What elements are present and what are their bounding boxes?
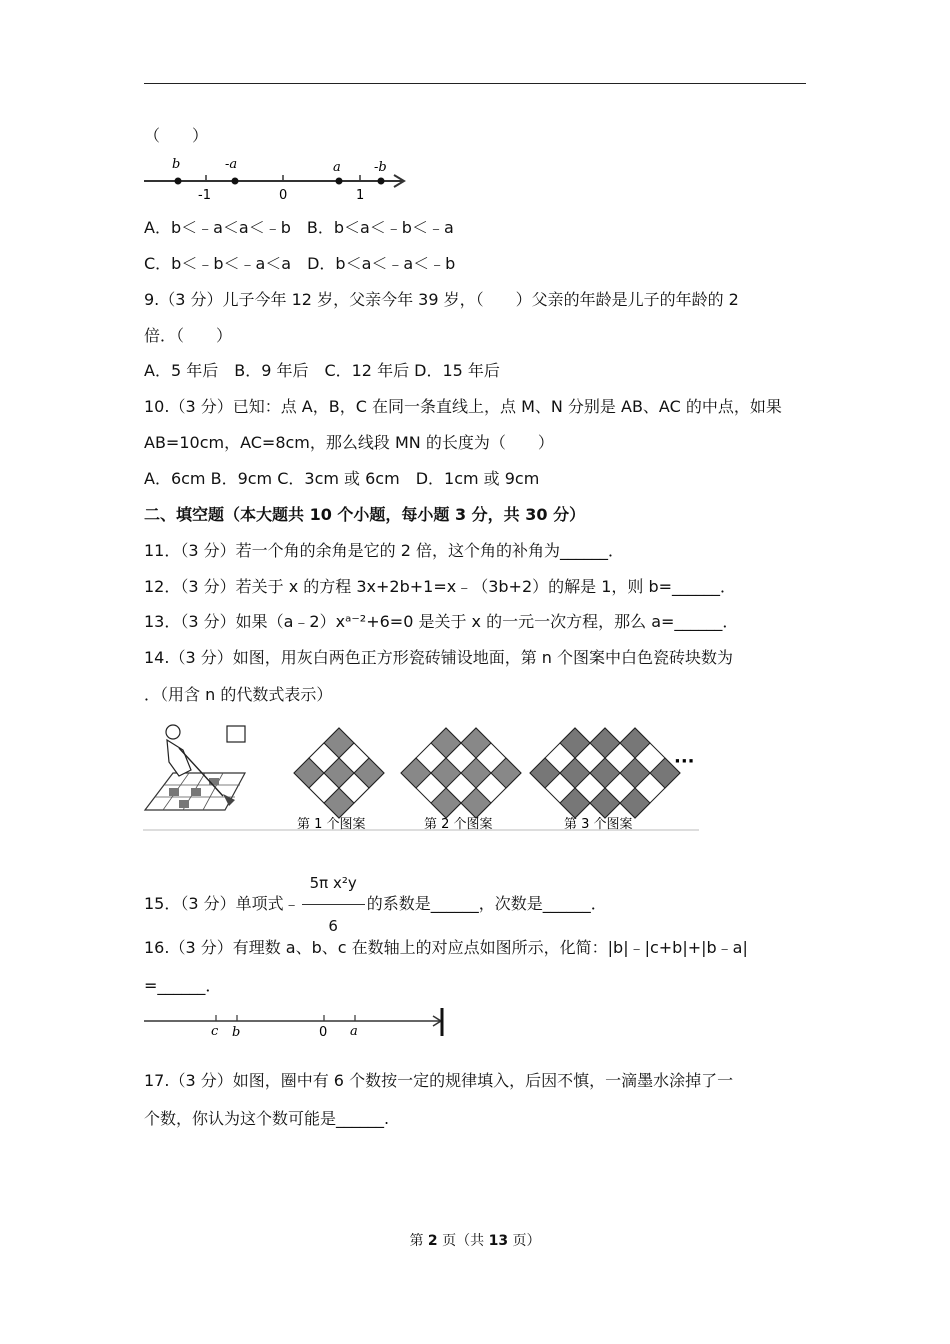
q16-stem-2: =______． [144,976,222,995]
q9-stem-1: 9.（3 分）儿子今年 12 岁，父亲今年 39 岁，（ ）父亲的年龄是儿子的年龄的 2 [144,290,739,309]
page-footer [0,1230,950,1250]
q10-stem-2: AB=10cm，AC=8cm，那么线段 MN 的长度为（ ） [144,433,554,452]
q17-stem-2: 个数，你认为这个数可能是______. [144,1109,390,1128]
q14-stem-1: 14.（3 分）如图，用灰白两色正方形瓷砖铺设地面，第 n 个图案中白色瓷砖块数为 [144,648,734,667]
label-neg-a: -a [225,157,238,172]
caption-pattern-2: 第 2 个图案 [424,817,493,832]
label-b: b [232,1025,241,1038]
q9-stem-2: 倍．（ ） [144,326,233,345]
q15-prefix: 15．（3 分）单项式﹣ [144,894,300,913]
total-pages: 13 [488,1233,509,1249]
page-number: 2 [427,1233,438,1249]
pattern-1 [294,728,384,818]
footer-prefix: 第 [409,1233,428,1249]
label-a: a [350,1024,358,1038]
caption-pattern-1: 第 1 个图案 [297,817,366,832]
q15-fraction [302,862,365,947]
point-neg-b [378,178,385,185]
pattern-ellipsis: ··· [674,751,695,772]
worker-illustration [145,725,245,810]
q12: 12．（3 分）若关于 x 的方程 3x+2b+1=x﹣（3b+2）的解是 1，则 b=______． [144,577,737,596]
q14-tile-patterns [143,718,699,832]
q10-options: A．6cm B．9cm C．3cm 或 6cm D．1cm 或 9cm [144,469,540,488]
point-neg-a [232,178,239,185]
q14-stem-2: ．（用含 n 的代数式表示） [144,685,333,704]
q15-suffix: 的系数是______，次数是______． [366,894,607,913]
label-b: b [172,157,181,172]
q10-stem-1: 10.（3 分）已知：点 A，B，C 在同一条直线上，点 M、N 分别是 AB、AC 的中点，如果 [144,397,782,416]
q15-numerator: 5π x²y [302,862,365,905]
q16-stem-1: 16.（3 分）有理数 a、b、c 在数轴上的对应点如图所示，化简：|b|﹣|c+b|+|b﹣a| [144,938,748,957]
q8-paren: （ ） [144,126,209,145]
pattern-3 [530,728,680,818]
section-2-heading: 二、填空题（本大题共 10 个小题，每小题 3 分，共 30 分） [144,505,586,524]
q9-options: A．5 年后 B．9 年后 C．12 年后 D．15 年后 [144,361,500,380]
tick-zero: 0 [279,188,288,203]
q15-denominator: 6 [328,917,338,935]
footer-mid: 页（共 [437,1233,489,1249]
label-neg-b: -b [374,160,387,175]
pattern-2 [401,728,521,818]
q17-stem-1: 17.（3 分）如图，圈中有 6 个数按一定的规律填入，后因不慎，一滴墨水涂掉了一 [144,1071,734,1090]
q13: 13．（3 分）如果（a﹣2）xᵃ⁻²+6=0 是关于 x 的一元一次方程，那么 a=______． [144,612,739,631]
header-rule [144,83,806,84]
q16-number-line [144,1006,446,1038]
q15 [144,862,607,947]
label-c: c [211,1024,219,1038]
label-a: a [333,160,341,175]
point-b [175,178,182,185]
q11: 11．（3 分）若一个角的余角是它的 2 倍，这个角的补角为______． [144,541,624,560]
tick-minus-1: -1 [198,188,211,203]
footer-suffix: 页） [508,1233,541,1249]
q8-options-2: C．b＜﹣b＜﹣a＜a D．b＜a＜﹣a＜﹣b [144,254,456,273]
q8-options-1: A．b＜﹣a＜a＜﹣b B．b＜a＜﹣b＜﹣a [144,218,454,237]
tick-one: 1 [356,188,365,203]
point-a [336,178,343,185]
label-zero: 0 [319,1025,328,1038]
q8-number-line [144,150,408,204]
caption-pattern-3: 第 3 个图案 [564,817,633,832]
